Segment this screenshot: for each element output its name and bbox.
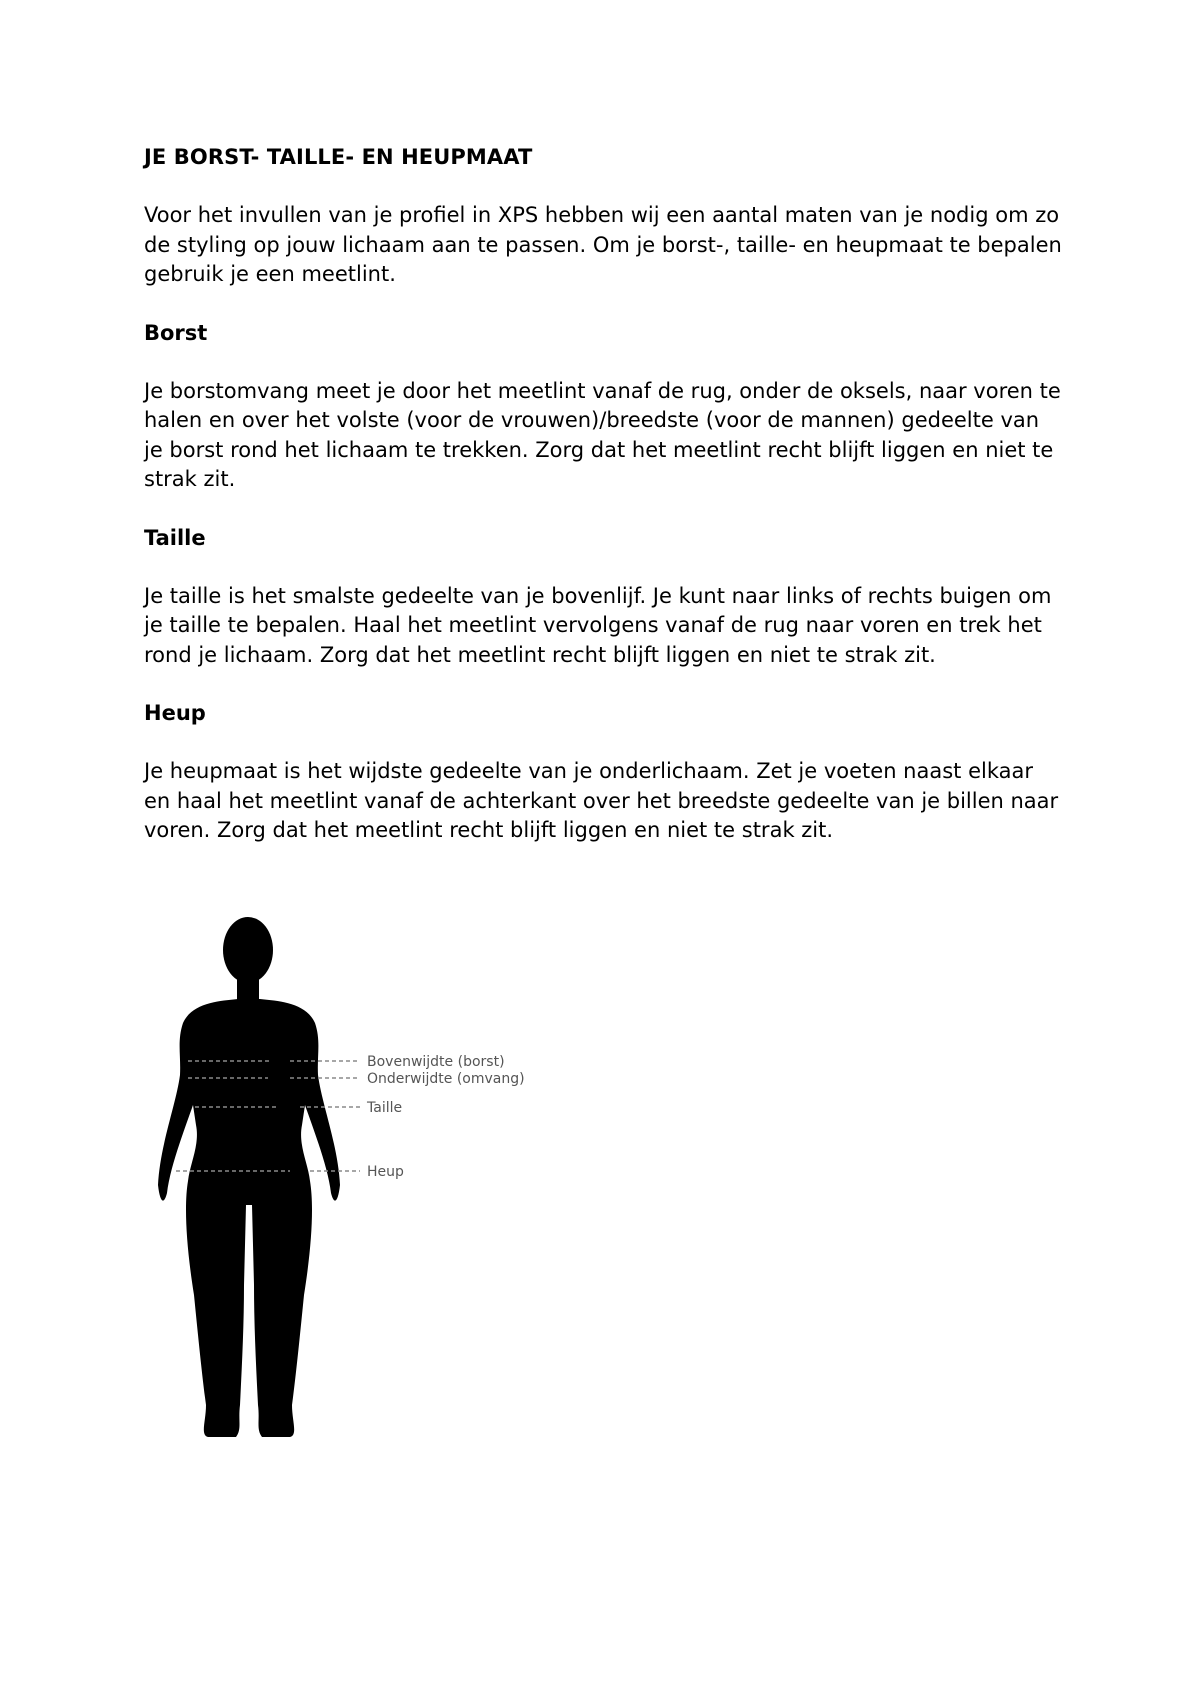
label-waist: Taille bbox=[367, 1100, 403, 1116]
section-heading-borst: Borst bbox=[144, 320, 208, 345]
silhouette-body bbox=[158, 999, 340, 1437]
female-silhouette bbox=[158, 917, 340, 1437]
silhouette-head bbox=[223, 917, 273, 983]
body-silhouette-diagram bbox=[140, 905, 600, 1465]
label-bust-upper: Bovenwijdte (borst) bbox=[367, 1054, 505, 1070]
section-text-heup: Je heupmaat is het wijdste gedeelte van je onderlichaam. Zet je voeten naast elkaar en haal het meetlint vanaf de achterkant over het breedste gedeelte van je billen naar voren. Zorg dat het meetlint recht blijft liggen en niet te strak zit. bbox=[144, 759, 1059, 842]
document-title: JE BORST- TAILLE- EN HEUPMAAT bbox=[144, 145, 533, 169]
intro-paragraph: Voor het invullen van je profiel in XPS hebben wij een aantal maten van je nodig om zo de styling op jouw lichaam aan te passen. Om je borst-, taille- en heupmaat te bepalen gebruik je een meetlint. bbox=[144, 203, 1062, 286]
document-body bbox=[144, 143, 1064, 875]
section-text-taille: Je taille is het smalste gedeelte van je bovenlijf. Je kunt naar links of rechts buigen om je taille te bepalen. Haal het meetlint vervolgens vanaf de rug naar voren en trek het rond je lichaam. Zorg dat het meetlint recht blijft liggen en niet te strak zit. bbox=[144, 583, 1052, 667]
label-bust-under: Onderwijdte (omvang) bbox=[367, 1071, 525, 1087]
label-hip: Heup bbox=[367, 1164, 404, 1180]
silhouette-neck bbox=[237, 975, 259, 1001]
section-heading-taille: Taille bbox=[144, 525, 206, 550]
body-measurement-figure bbox=[140, 905, 600, 1465]
section-heading-heup: Heup bbox=[144, 701, 206, 725]
section-text-borst: Je borstomvang meet je door het meetlint vanaf de rug, onder de oksels, naar voren te halen en over het volste (voor de vrouwen)/breedste (voor de mannen) gedeelte van je borst rond het lichaam te trekken. Zorg dat het meetlint recht blijft liggen en niet te strak zit. bbox=[144, 378, 1061, 491]
